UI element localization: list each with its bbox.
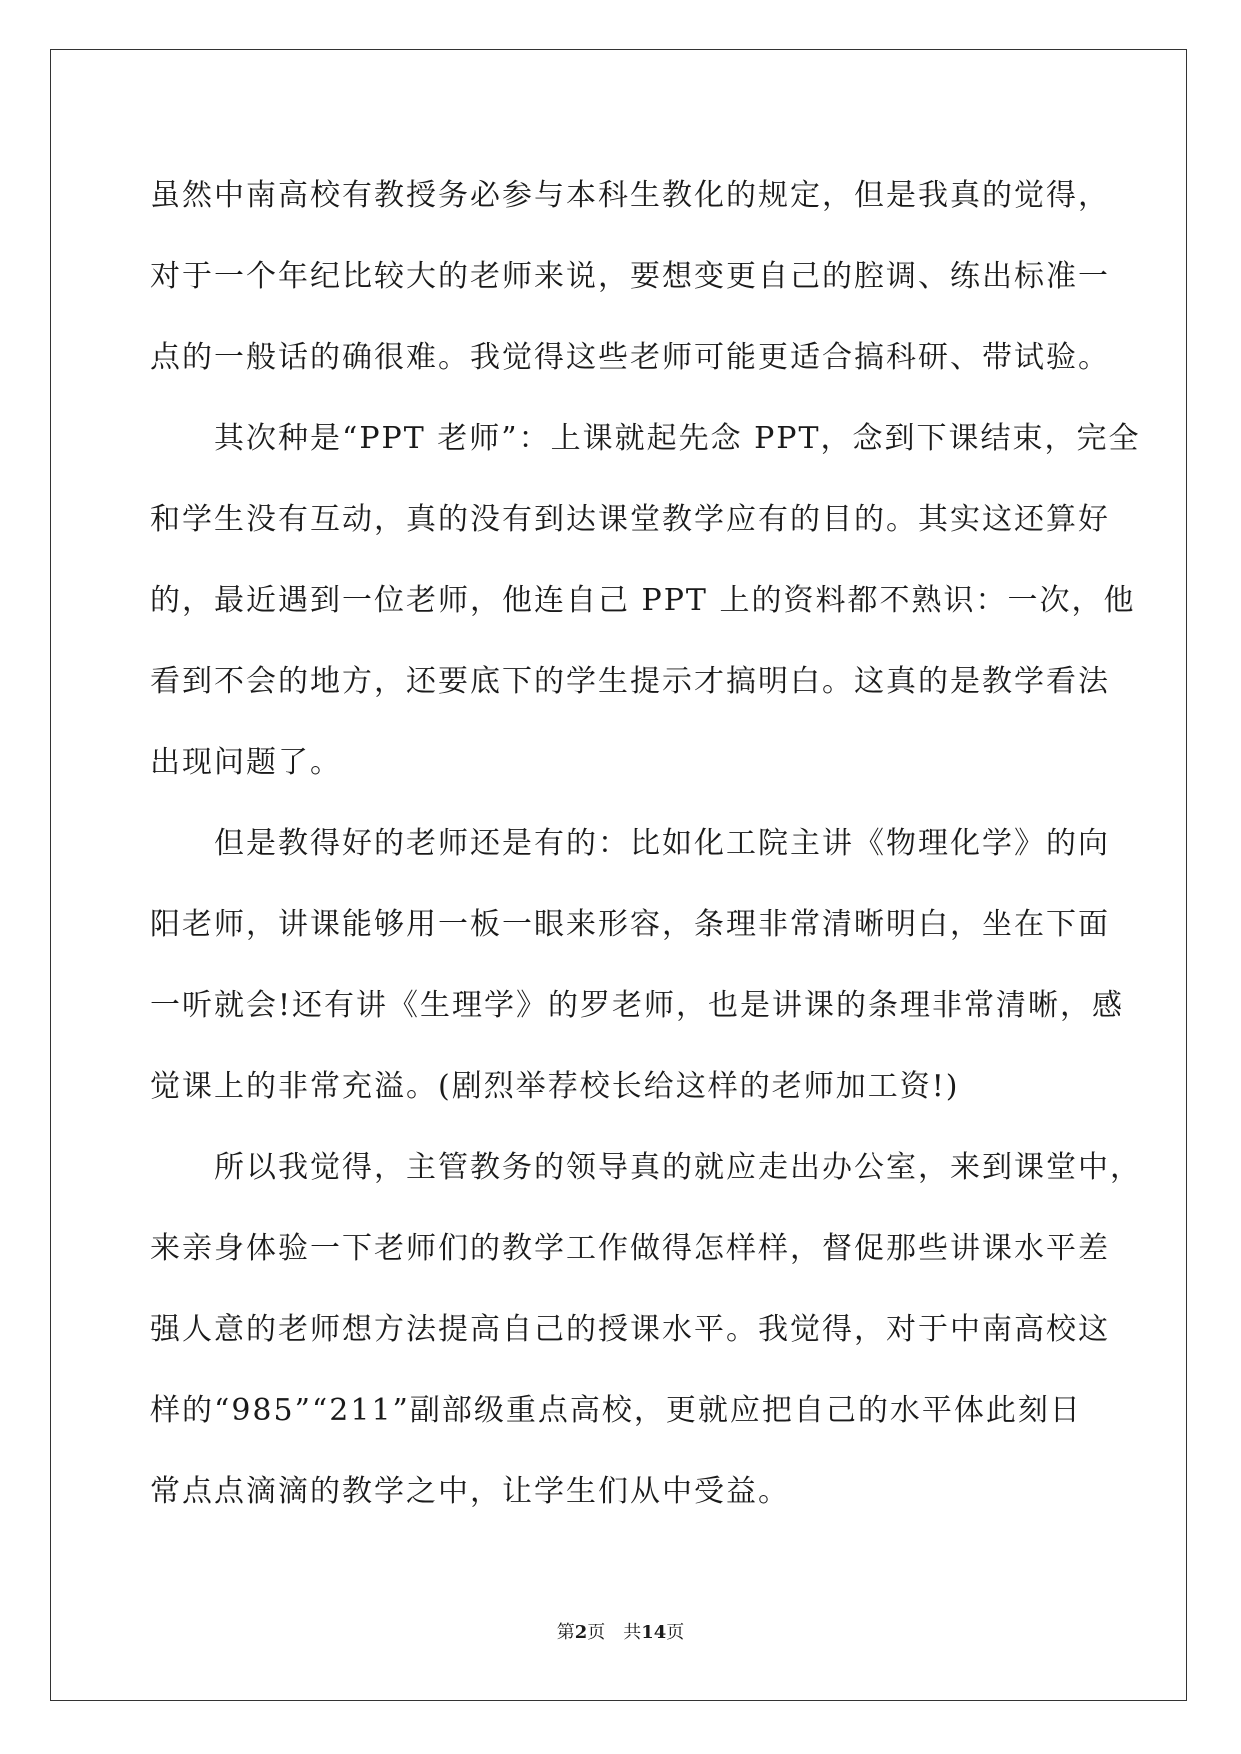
text-line: 的，最近遇到一位老师，他连自己 PPT 上的资料都不熟识：一次，他 <box>150 583 1136 618</box>
text-line: 和学生没有互动，真的没有到达课堂教学应有的目的。其实这还算好 <box>150 502 1110 537</box>
page-number-suffix: 页 <box>587 1622 606 1643</box>
text-line: 阳老师，讲课能够用一板一眼来形容，条理非常清晰明白，坐在下面 <box>150 907 1110 942</box>
text-line: 来亲身体验一下老师们的教学工作做得怎样样，督促那些讲课水平差 <box>150 1231 1110 1266</box>
text-line: 觉课上的非常充溢。(剧烈举荐校长给这样的老师加工资!) <box>150 1069 960 1104</box>
text-line: 点的一般话的确很难。我觉得这些老师可能更适合搞科研、带试验。 <box>150 340 1110 375</box>
text-line: 看到不会的地方，还要底下的学生提示才搞明白。这真的是教学看法 <box>150 664 1110 699</box>
text-line: 所以我觉得，主管教务的领导真的就应走出办公室，来到课堂中， <box>214 1150 1142 1185</box>
text-line: 虽然中南高校有教授务必参与本科生教化的规定，但是我真的觉得， <box>150 178 1110 213</box>
total-pages-prefix: 共 <box>623 1622 642 1643</box>
total-pages-suffix: 页 <box>666 1622 685 1643</box>
page-footer <box>0 1621 1241 1645</box>
text-line: 强人意的老师想方法提高自己的授课水平。我觉得，对于中南高校这 <box>150 1312 1110 1347</box>
text-line: 其次种是“PPT 老师”：上课就起先念 PPT，念到下课结束，完全 <box>214 421 1141 456</box>
total-pages: 14 <box>641 1622 667 1643</box>
page-number-prefix: 第 <box>556 1622 575 1643</box>
text-line: 但是教得好的老师还是有的：比如化工院主讲《物理化学》的向 <box>214 826 1110 861</box>
page-number: 2 <box>574 1622 588 1643</box>
text-line: 样的“985”“211”副部级重点高校，更就应把自己的水平体此刻日 <box>150 1393 1082 1428</box>
document-body <box>150 155 1142 1532</box>
text-line: 对于一个年纪比较大的老师来说，要想变更自己的腔调、练出标准一 <box>150 259 1110 294</box>
text-line: 一听就会!还有讲《生理学》的罗老师，也是讲课的条理非常清晰，感 <box>150 988 1125 1023</box>
text-line: 常点点滴滴的教学之中，让学生们从中受益。 <box>150 1474 790 1509</box>
text-line: 出现问题了。 <box>150 745 342 780</box>
